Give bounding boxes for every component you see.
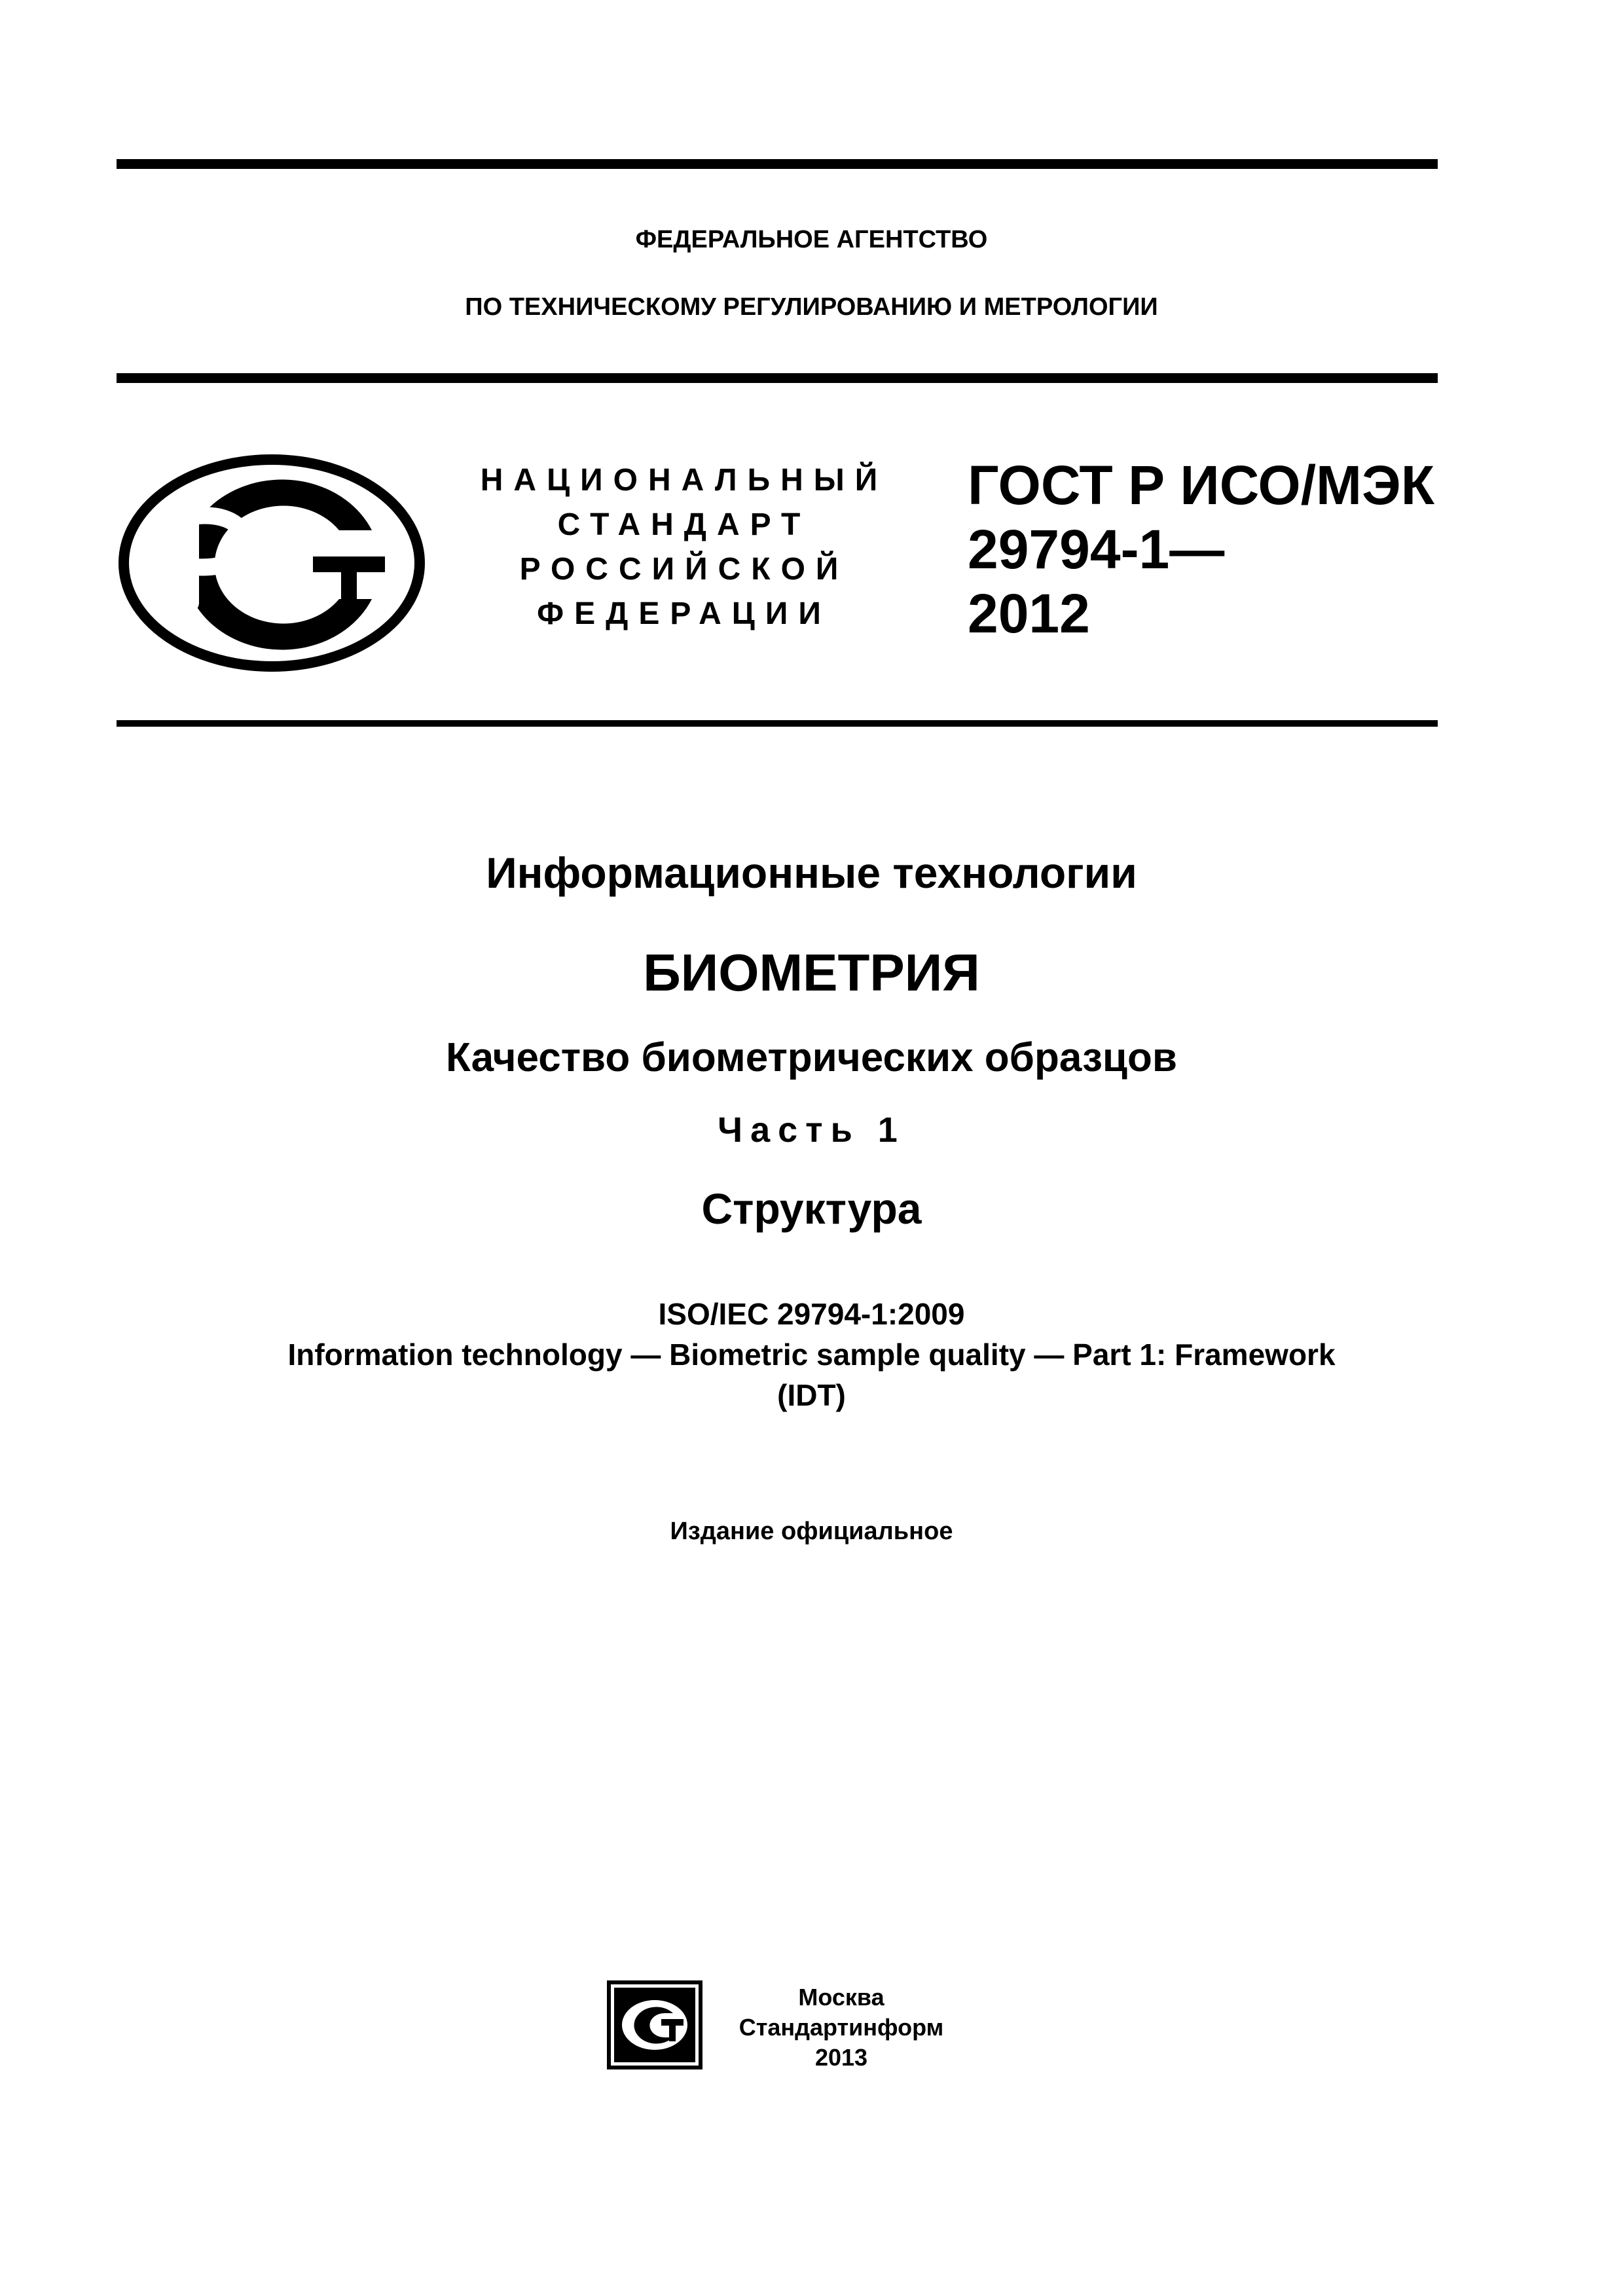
gost-designation-line-2: 29794-1— bbox=[968, 519, 1225, 580]
rst-logo-icon bbox=[117, 452, 428, 674]
publisher-city: Москва bbox=[798, 1984, 884, 2011]
national-standard-line-2: СТАНДАРТ bbox=[557, 507, 811, 542]
part-label: Часть 1 bbox=[718, 1110, 905, 1150]
publisher-year: 2013 bbox=[814, 2044, 868, 2071]
title-line-3: Качество биометрических образцов bbox=[446, 1035, 1177, 1080]
agency-line-1: ФЕДЕРАЛЬНОЕ АГЕНТСТВО bbox=[635, 226, 988, 253]
header-rule bbox=[117, 373, 1438, 383]
designation-rule bbox=[117, 720, 1438, 727]
publisher-name: Стандартинформ bbox=[739, 2014, 944, 2041]
national-standard-line-1: НАЦИОНАЛЬНЫЙ bbox=[480, 463, 888, 498]
iso-number: ISO/IEC 29794-1:2009 bbox=[658, 1297, 965, 1331]
gost-designation-line-3: 2012 bbox=[968, 583, 1090, 644]
agency-line-2: ПО ТЕХНИЧЕСКОМУ РЕГУЛИРОВАНИЮ И МЕТРОЛОГИИ bbox=[465, 293, 1158, 321]
top-rule bbox=[117, 159, 1438, 169]
standartinform-logo-icon bbox=[602, 1977, 707, 2075]
iso-equivalence: (IDT) bbox=[777, 1378, 846, 1412]
national-standard-line-4: ФЕДЕРАЦИИ bbox=[537, 596, 831, 631]
national-standard-line-3: РОССИЙСКОЙ bbox=[519, 552, 849, 587]
iso-title: Information technology — Biometric sample quality — Part 1: Framework bbox=[287, 1338, 1336, 1372]
gost-designation-line-1: ГОСТ Р ИСО/МЭК bbox=[968, 454, 1435, 516]
edition-label: Издание официальное bbox=[670, 1518, 953, 1545]
title-line-2: БИОМЕТРИЯ bbox=[643, 943, 980, 1002]
title-line-1: Информационные технологии bbox=[486, 848, 1137, 897]
subtitle: Структура bbox=[701, 1184, 922, 1233]
